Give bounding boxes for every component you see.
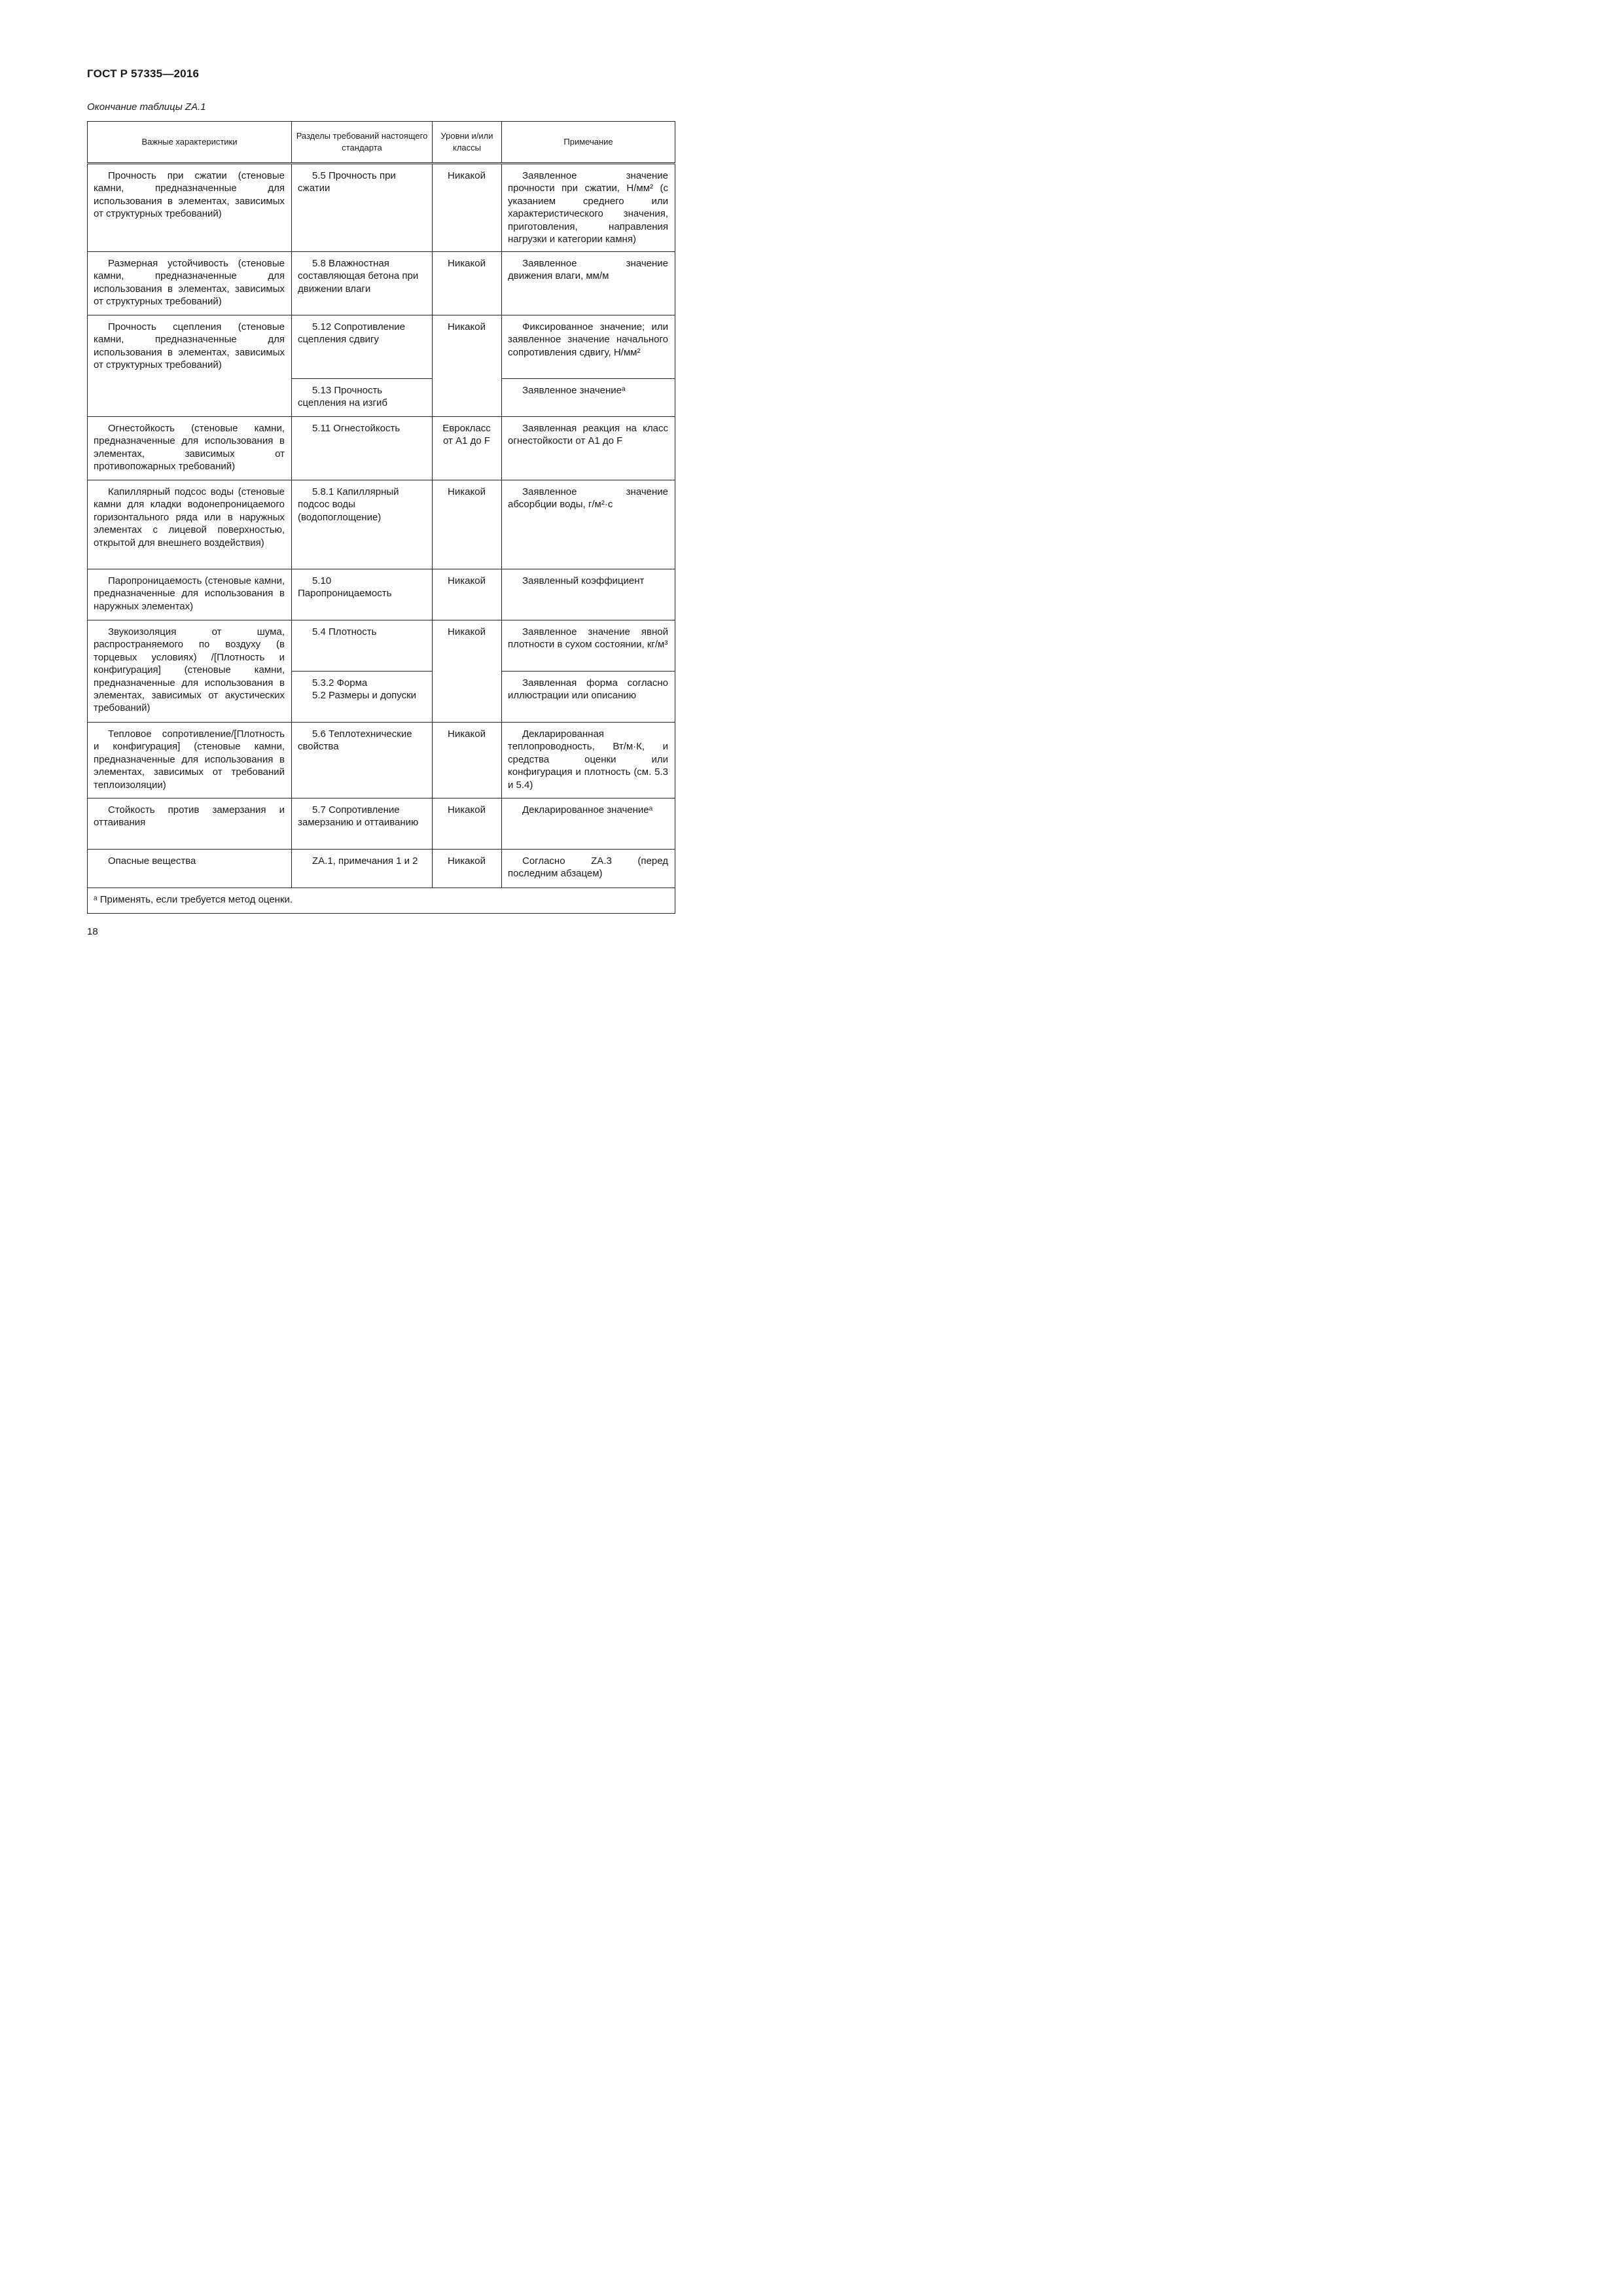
level-cell: Никакой xyxy=(433,480,502,569)
section-cell: ZA.1, примечания 1 и 2 xyxy=(292,850,433,888)
level-cell: Еврокласс от А1 до F xyxy=(433,417,502,480)
level-cell: Никакой xyxy=(433,620,502,723)
note-cell: Заявленная форма согласно иллюстрации или описанию xyxy=(502,672,675,723)
characteristic-cell: Стойкость против замерзания и оттаивания xyxy=(88,798,292,850)
document-code: ГОСТ Р 57335—2016 xyxy=(87,67,200,80)
section-cell: 5.11 Огнестойкость xyxy=(292,417,433,480)
section-cell: 5.10 Паропроницаемость xyxy=(292,569,433,620)
page-number: 18 xyxy=(87,926,98,937)
column-header-section: Разделы требований настоящего стандарта xyxy=(292,122,433,164)
characteristic-cell: Паропроницаемость (стеновые камни, предназначенные для использования в наружных элементах) xyxy=(88,569,292,620)
level-cell: Никакой xyxy=(433,723,502,798)
section-cell: 5.8.1 Капиллярный подсос воды (водопоглощение) xyxy=(292,480,433,569)
note-cell: Декларированная теплопроводность, Вт/м·К, и средства оценки или конфигурация и плотность (см. 5.3 и 5.4) xyxy=(502,723,675,798)
section-line: 5.2 Размеры и допуски xyxy=(312,690,417,702)
note-cell: Согласно ZA.3 (перед последним абзацем) xyxy=(502,850,675,888)
table-row xyxy=(88,417,675,480)
table-row xyxy=(88,569,675,620)
column-header-level: Уровни и/или классы xyxy=(433,122,502,164)
note-cell: Фиксированное значение; или заявленное значение начального сопротивления сдвигу, Н/мм² xyxy=(502,315,675,379)
section-cell: 5.13 Прочность сцепления на изгиб xyxy=(292,379,433,417)
table-row xyxy=(88,252,675,315)
characteristic-cell: Звукоизоляция от шума, распространяемого по воздуху (в торцевых условиях) /[Плотность и конфигурация] (стеновые камни, предназначенные для использования в элементах, зависимых от акустических требований) xyxy=(88,620,292,723)
column-header-characteristic: Важные характеристики xyxy=(88,122,292,164)
note-cell: Заявленный коэффициент xyxy=(502,569,675,620)
level-cell: Никакой xyxy=(433,798,502,850)
table-row xyxy=(88,723,675,798)
note-cell: Заявленное значение движения влаги, мм/м xyxy=(502,252,675,315)
section-cell: 5.12 Сопротивление сцепления сдвигу xyxy=(292,315,433,379)
table-footnote-row xyxy=(88,888,675,914)
characteristic-cell: Прочность сцепления (стеновые камни, предназначенные для использования в элементах, зависимых от структурных требований) xyxy=(88,315,292,417)
table-row xyxy=(88,798,675,850)
table-header-row xyxy=(88,122,675,164)
note-cell: Заявленное значение явной плотности в сухом состоянии, кг/м³ xyxy=(502,620,675,672)
characteristic-cell: Тепловое сопротивление/[Плотность и конфигурация] (стеновые камни, предназначенные для использования в элементах, зависимых от требований теплоизоляции) xyxy=(88,723,292,798)
note-cell: Заявленное значениеᵃ xyxy=(502,379,675,417)
note-cell: Заявленное значение абсорбции воды, г/м²·с xyxy=(502,480,675,569)
level-cell: Никакой xyxy=(433,252,502,315)
table-footnote: ᵃ Применять, если требуется метод оценки. xyxy=(88,888,675,914)
table-row xyxy=(88,850,675,888)
column-header-note: Примечание xyxy=(502,122,675,164)
table-row xyxy=(88,315,675,379)
level-cell: Никакой xyxy=(433,315,502,417)
characteristic-cell: Капиллярный подсос воды (стеновые камни для кладки водонепроницаемого горизонтального ряда или в наружных элементах с лицевой поверхностью, открытой для внешнего воздействия) xyxy=(88,480,292,569)
note-cell: Заявленное значение прочности при сжатии, Н/мм² (с указанием среднего или характеристического значения, приготовления, направления нагрузки и категории камня) xyxy=(502,164,675,252)
characteristic-cell: Огнестойкость (стеновые камни, предназначенные для использования в элементах, зависимых от противопожарных требований) xyxy=(88,417,292,480)
section-cell: 5.7 Сопротивление замерзанию и оттаиванию xyxy=(292,798,433,850)
section-line: 5.3.2 Форма xyxy=(312,677,368,689)
table-row xyxy=(88,164,675,252)
note-cell: Декларированное значениеᵃ xyxy=(502,798,675,850)
section-cell xyxy=(292,672,433,723)
note-cell: Заявленная реакция на класс огнестойкости от А1 до F xyxy=(502,417,675,480)
characteristic-cell: Опасные вещества xyxy=(88,850,292,888)
table-row xyxy=(88,480,675,569)
characteristic-cell: Размерная устойчивость (стеновые камни, предназначенные для использования в элементах, зависимых от структурных требований) xyxy=(88,252,292,315)
section-cell: 5.5 Прочность при сжатии xyxy=(292,164,433,252)
section-cell: 5.8 Влажностная составляющая бетона при движении влаги xyxy=(292,252,433,315)
characteristic-cell: Прочность при сжатии (стеновые камни, предназначенные для использования в элементах, зависимых от структурных требований) xyxy=(88,164,292,252)
level-cell: Никакой xyxy=(433,569,502,620)
level-cell: Никакой xyxy=(433,850,502,888)
section-cell: 5.4 Плотность xyxy=(292,620,433,672)
table-caption: Окончание таблицы ZA.1 xyxy=(87,101,206,113)
section-cell: 5.6 Теплотехнические свойства xyxy=(292,723,433,798)
table-row xyxy=(88,620,675,672)
requirements-table xyxy=(87,121,675,914)
level-cell: Никакой xyxy=(433,164,502,252)
